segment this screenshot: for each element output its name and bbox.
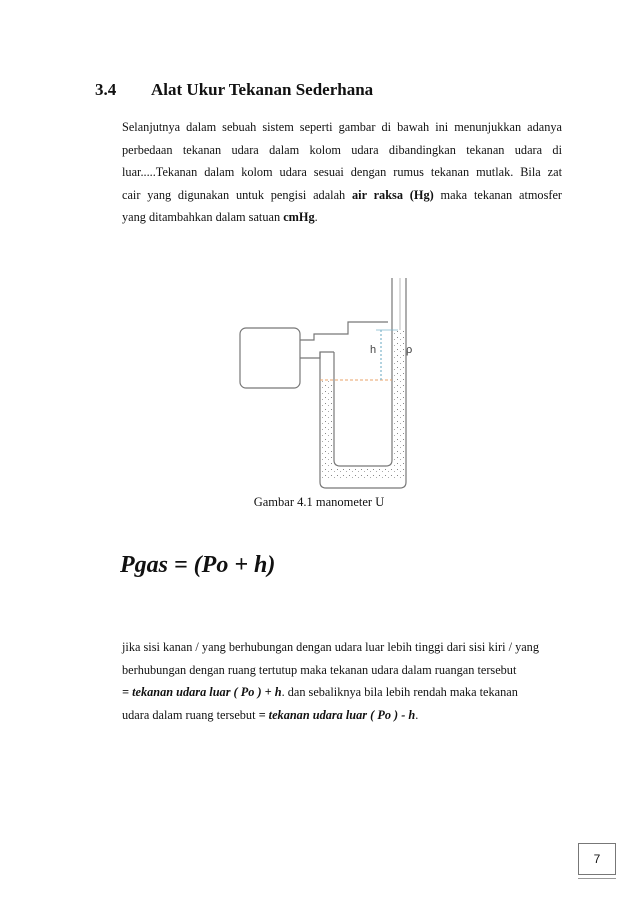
page-number-underline	[578, 878, 616, 879]
text-line: = tekanan udara luar ( Po ) + h. dan sebaliknya bila lebih rendah maka tekanan	[122, 685, 518, 699]
text-line: Selanjutnya dalam sebuah sistem seperti gambar di bawah ini menunjukkan adanya	[122, 120, 562, 134]
text-line: perbedaan tekanan udara dalam kolom udara dibandingkan tekanan udara di	[122, 142, 562, 157]
bold-term: (Hg)	[409, 187, 434, 202]
label-rho: ρ	[406, 344, 413, 356]
section-heading	[95, 80, 373, 100]
label-h: h	[370, 344, 377, 356]
u-manometer-figure	[228, 270, 428, 490]
bold-italic-term: = tekanan udara luar ( Po ) + h	[122, 685, 282, 699]
gas-chamber	[240, 328, 300, 388]
bold-term: air raksa	[352, 187, 403, 202]
page-number: 7	[578, 843, 616, 875]
section-number: 3.4	[95, 80, 117, 99]
intro-paragraph	[122, 116, 562, 229]
figure-caption: Gambar 4.1 manometer U	[253, 495, 385, 509]
bold-italic-term: = tekanan udara luar ( Po ) - h	[258, 707, 416, 722]
text-line: yang ditambahkan dalam satuan cmHg.	[122, 210, 318, 224]
section-title: Alat Ukur Tekanan Sederhana	[151, 80, 374, 99]
text-line: udara dalam ruang tersebut = tekanan udara luar ( Po ) - h.	[122, 707, 419, 722]
explanation-paragraph	[122, 636, 572, 726]
text-line: cair yang digunakan untuk pengisi adalah air raksa (Hg) maka tekanan atmosfer	[122, 187, 563, 202]
u-tube-inner	[334, 278, 392, 466]
text-line: berhubungan dengan ruang tertutup maka tekanan udara dalam ruangan tersebut	[122, 662, 517, 677]
formula: Pgas = (Po + h)	[120, 552, 276, 578]
bold-term: cmHg	[283, 210, 315, 224]
text-line: jika sisi kanan / yang berhubungan dengan udara luar lebih tinggi dari sisi kiri / yang	[122, 640, 539, 654]
text-line: luar.....Tekanan dalam kolom udara sesuai dengan rumus tekanan mutlak. Bila zat	[122, 165, 562, 179]
